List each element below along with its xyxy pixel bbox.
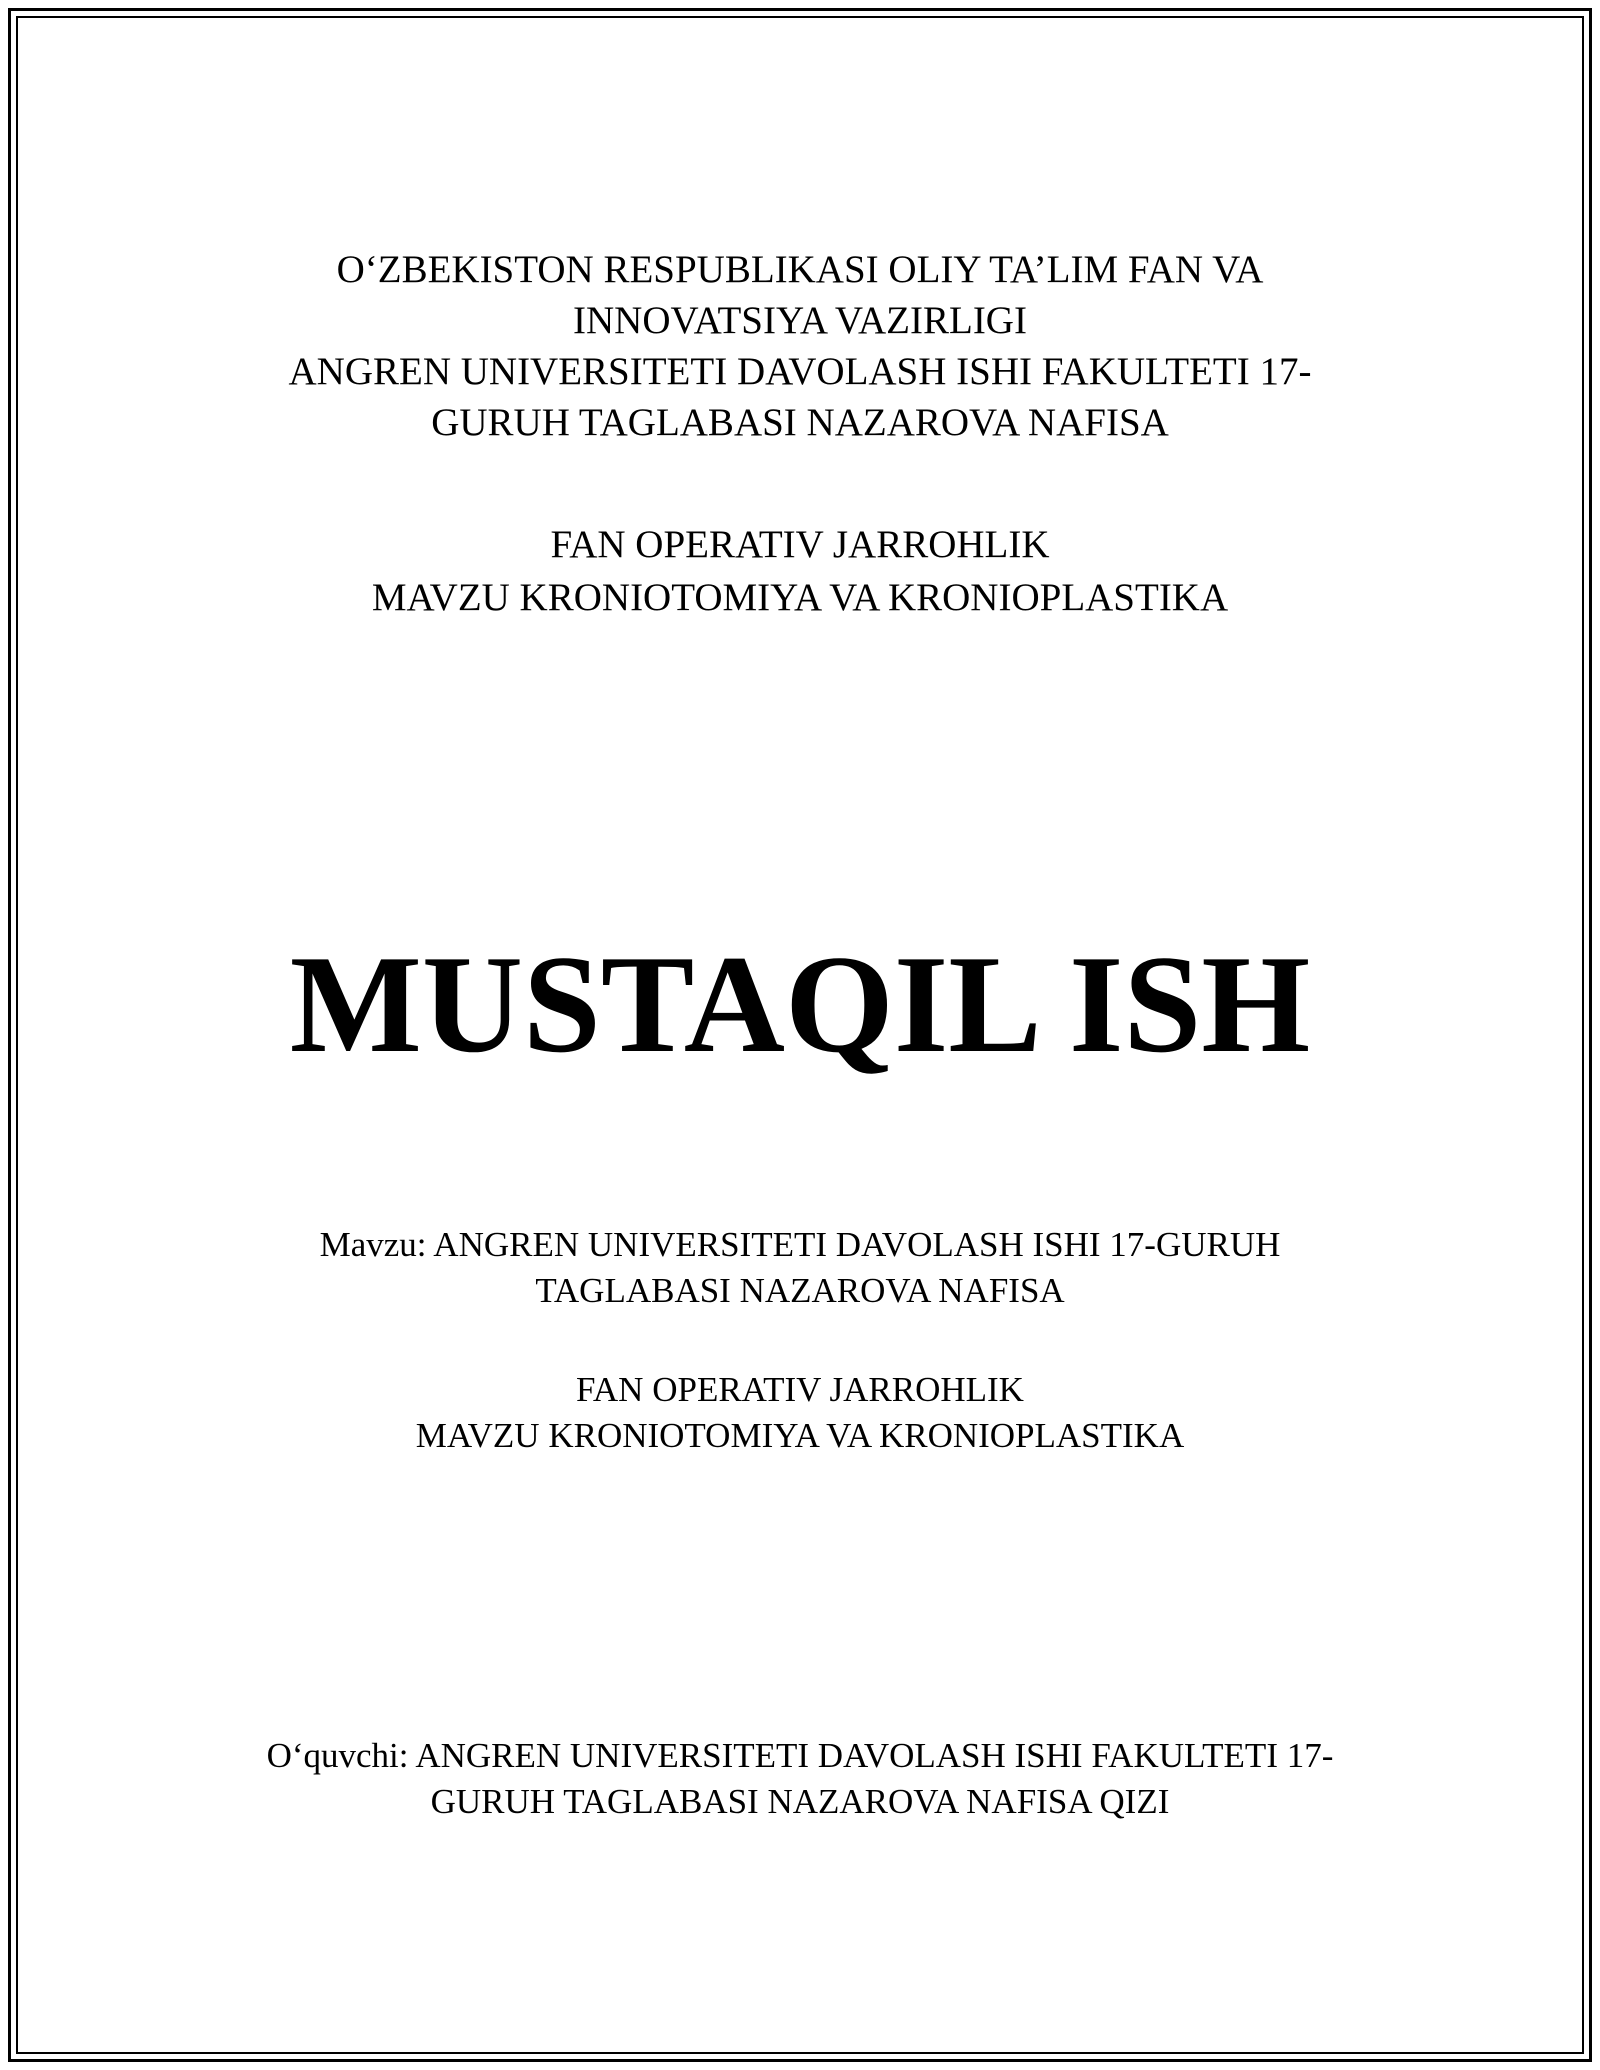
topic-line: TAGLABASI NAZAROVA NAFISA: [535, 1271, 1065, 1310]
header-line: GURUH TAGLABASI NAZAROVA NAFISA: [431, 401, 1169, 444]
ministry-header: [0, 244, 1600, 448]
header-line: ANGREN UNIVERSITETI DAVOLASH ISHI FAKULTETI 17-: [288, 350, 1312, 393]
topic-fan-block: [0, 1367, 1600, 1459]
student-line: GURUH TAGLABASI NAZAROVA NAFISA QIZI: [430, 1782, 1170, 1821]
subject-line: FAN OPERATIV JARROHLIK: [550, 523, 1050, 566]
topic-block: [0, 1222, 1600, 1314]
topic-fan-line: MAVZU KRONIOTOMIYA VA KRONIOPLASTIKA: [415, 1416, 1185, 1455]
student-block: [0, 1733, 1600, 1825]
subject-line: MAVZU KRONIOTOMIYA VA KRONIOPLASTIKA: [371, 576, 1229, 619]
header-line: INNOVATSIYA VAZIRLIGI: [573, 299, 1027, 342]
topic-line: Mavzu: ANGREN UNIVERSITETI DAVOLASH ISHI 17-GURUH: [319, 1225, 1281, 1264]
document-title: MUSTAQIL ISH: [289, 927, 1311, 1082]
student-line: O‘quvchi: ANGREN UNIVERSITETI DAVOLASH ISHI FAKULTETI 17-: [266, 1736, 1334, 1775]
subject-block: [0, 518, 1600, 624]
header-line: O‘ZBEKISTON RESPUBLIKASI OLIY TA’LIM FAN VA: [336, 248, 1264, 291]
topic-fan-line: FAN OPERATIV JARROHLIK: [576, 1370, 1024, 1409]
